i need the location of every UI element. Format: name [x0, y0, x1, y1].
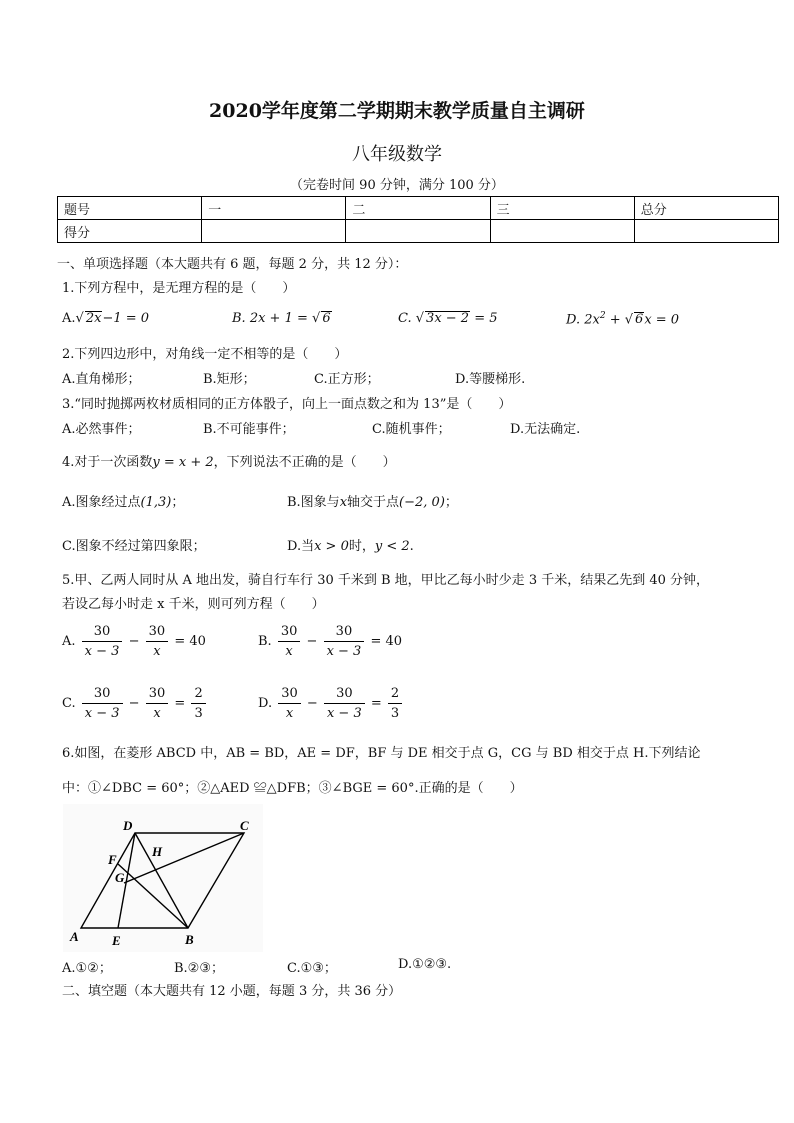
q1-option-b: B. 2x + 1 = √ 6: [232, 311, 331, 326]
q3-option-b: B.不可能事件；: [203, 422, 295, 437]
table-cell: [346, 220, 490, 243]
q3-option-d: D.无法确定.: [510, 422, 581, 437]
table-cell: [634, 220, 778, 243]
q6-option-c: C.①③；: [287, 961, 337, 976]
table-cell: 总分: [634, 197, 778, 220]
label-b: B: [185, 932, 194, 947]
q2-option-d: D.等腰梯形.: [455, 372, 526, 387]
sqrt-symbol: √: [312, 311, 321, 326]
table-row: [58, 220, 779, 243]
table-cell: 二: [346, 197, 490, 220]
question-4-stem: 4.对于一次函数y = x + 2，下列说法不正确的是（ ）: [62, 455, 396, 470]
q4-option-b: B.图象与x轴交于点(−2, 0)；: [287, 495, 458, 510]
question-1-stem: 1.下列方程中，是无理方程的是（ ）: [62, 281, 296, 296]
table-cell: 题号: [58, 197, 202, 220]
q3-option-a: A.必然事件；: [62, 422, 141, 437]
sqrt-symbol: √: [415, 311, 425, 326]
q3-option-c: C.随机事件；: [372, 422, 451, 437]
q5-option-b: B. $\frac{30}{x}$ − $\frac{30}{x - 3}$ = 40: [258, 624, 403, 659]
q6-option-a: A.①②；: [62, 961, 112, 976]
label-h: H: [152, 844, 163, 859]
table-cell: 一: [202, 197, 346, 220]
q4-option-c: C.图象不经过第四象限；: [62, 539, 206, 554]
q2-option-b: B.矩形；: [203, 372, 256, 387]
q5-option-d: D. $\frac{30}{x}$ − $\frac{30}{x - 3}$ = $\frac{2}{3}$: [258, 686, 404, 721]
page-title: 2020学年度第二学期期末教学质量自主调研: [209, 100, 585, 122]
section-heading: 一、单项选择题（本大题共有 6 题，每题 2 分，共 12 分）：: [57, 257, 408, 272]
sqrt-symbol: √: [75, 311, 84, 326]
label-e: E: [112, 933, 121, 948]
table-cell: [490, 220, 634, 243]
rhombus-figure: [63, 804, 263, 952]
q1-option-a: A.√ 2x−1 = 0: [62, 311, 150, 326]
q1-option-d: D. $2x^2$ + √ 6x = 0: [566, 311, 680, 328]
score-table: [57, 196, 779, 243]
q5-option-a: A. $\frac{30}{x - 3}$ − $\frac{30}{x}$ = 40: [62, 624, 206, 659]
q2-option-a: A.直角梯形；: [62, 372, 141, 387]
question-6-line1: 6.如图，在菱形 ABCD 中，AB = BD，AE = DF，BF 与 DE 相交于点 G，CG 与 BD 相交于点 H.下列结论: [62, 746, 701, 761]
table-cell: 三: [490, 197, 634, 220]
label-f: F: [108, 852, 117, 867]
q5-option-c: C. $\frac{30}{x - 3}$ − $\frac{30}{x}$ = $\frac{2}{3}$: [62, 686, 208, 721]
question-3-stem: 3.“同时抛掷两枚材质相同的正方体骰子，向上一面点数之和为 13”是（ ）: [62, 397, 512, 412]
section-heading: 二、填空题（本大题共有 12 小题，每题 3 分，共 36 分）: [62, 984, 402, 999]
label-a: A: [70, 929, 79, 944]
label-c: C: [240, 818, 249, 833]
question-5-line1: 5.甲、乙两人同时从 A 地出发，骑自行车行 30 千米到 B 地，甲比乙每小时少走 3 千米，结果乙先到 40 分钟，: [62, 573, 710, 588]
table-cell: 得分: [58, 220, 202, 243]
q6-option-b: B.②③；: [174, 961, 224, 976]
question-2-stem: 2.下列四边形中，对角线一定不相等的是（ ）: [62, 347, 348, 362]
question-6-line2: 中：①∠DBC = 60°；②△AED ≌△DFB；③∠BGE = 60°.正确的是（ ）: [62, 781, 523, 796]
label-g: G: [115, 870, 125, 885]
sqrt-symbol: √: [624, 312, 634, 328]
label-d: D: [123, 818, 133, 833]
table-row: [58, 197, 779, 220]
q4-option-d: D.当x > 0时，y < 2.: [287, 539, 414, 554]
q6-option-d: D.①②③.: [398, 957, 452, 972]
q2-option-c: C.正方形；: [314, 372, 380, 387]
time-note: （完卷时间 90 分钟，满分 100 分）: [290, 178, 504, 193]
question-5-line2: 若设乙每小时走 x 千米，则可列方程（ ）: [62, 597, 325, 612]
table-cell: [202, 220, 346, 243]
q4-option-a: A.图象经过点(1,3)；: [62, 495, 185, 510]
q1-option-c: C. √ 3x − 2 = 5: [398, 311, 498, 326]
page-subtitle: 八年级数学: [352, 144, 442, 165]
